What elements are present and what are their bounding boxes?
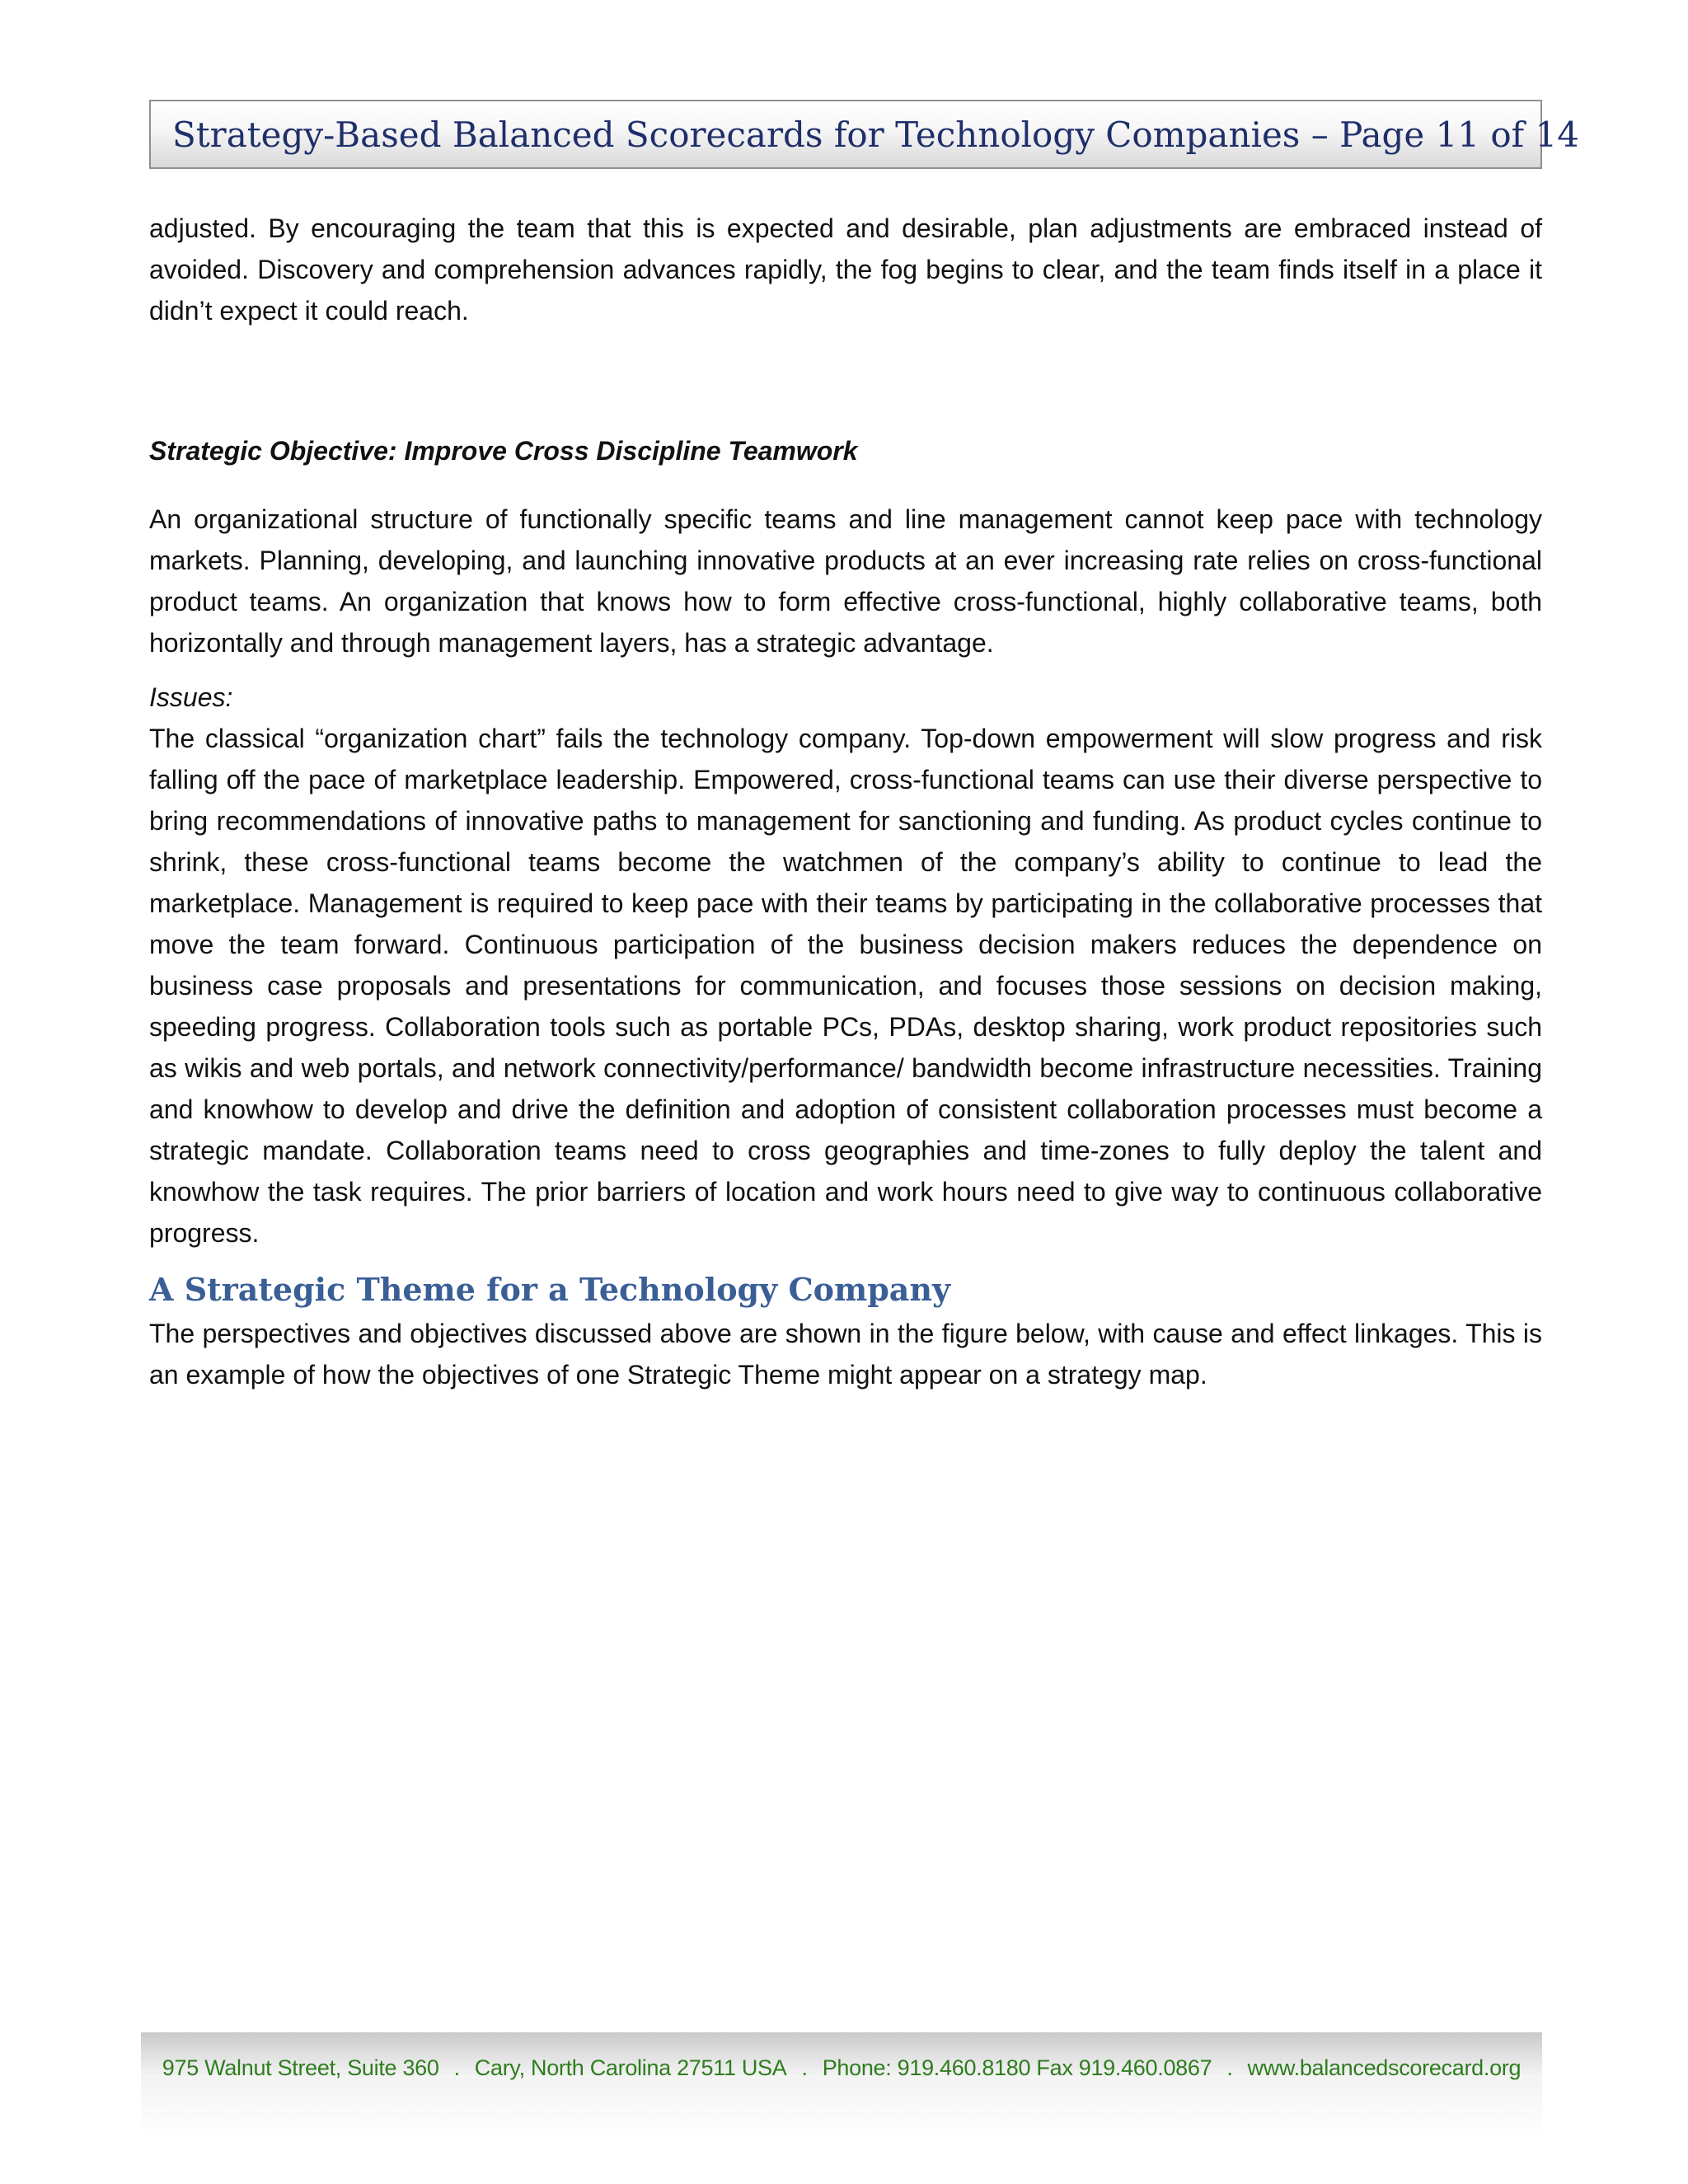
issues-paragraph: The classical “organization chart” fails the technology company. Top-down empowerment will slow progress and risk falling off the pace of marketplace leadership. Empowered, cross-functional teams can use their diverse perspective to bring recommendations of innovative paths to management for sanctioning and funding. As product cycles continue to shrink, these cross-functional teams become the watchmen of the company’s ability to continue to lead the marketplace. Management is required to keep pace with their teams by participating in the collaborative processes that move the team forward. Continuous participation of the business decision makers reduces the dependence on business case proposals and presentations for communication, and focuses those sessions on decision making, speeding progress. Collaboration tools such as portable PCs, PDAs, desktop sharing, work product repositories such as wikis and web portals, and network connectivity/performance/ bandwidth become infrastructure necessities. Training and knowhow to develop and drive the definition and adoption of consistent collaboration processes must become a strategic mandate. Collaboration teams need to cross geographies and time-zones to fully deploy the talent and knowhow the task requires. The prior barriers of location and work hours need to give way to continuous collaborative progress. — [149, 724, 1542, 1248]
issues-label: Issues: — [149, 682, 233, 712]
spacer — [149, 663, 1542, 677]
footer-separator: . — [453, 2055, 460, 2080]
section-heading: A Strategic Theme for a Technology Company — [149, 1271, 951, 1308]
footer-address: 975 Walnut Street, Suite 360 — [162, 2055, 439, 2080]
spacer — [149, 331, 1542, 430]
page-header — [149, 100, 1579, 169]
objective-paragraph: An organizational structure of functionally specific teams and line management cannot keep pace with technology markets. Planning, developing, and launching innovative products at an ever increasing rate relies on cross-functional product teams. An organization that knows how to form effective cross-functional, highly collaborative teams, both horizontally and through management layers, has a strategic advantage. — [149, 504, 1542, 658]
objective-heading: Strategic Objective: Improve Cross Discipline Teamwork — [149, 436, 858, 466]
footer-website-link[interactable]: www.balancedscorecard.org — [1247, 2055, 1522, 2080]
footer-separator: . — [1226, 2055, 1233, 2080]
document-body — [149, 208, 1542, 1395]
page-title: Strategy-Based Balanced Scorecards for Technology Companies – Page 11 of 14 — [172, 114, 1579, 155]
section-paragraph: The perspectives and objectives discussed above are shown in the figure below, with cause and effect linkages. This is an example of how the objectives of one Strategic Theme might appear on a strategy map. — [149, 1319, 1542, 1390]
spacer — [149, 1254, 1542, 1267]
footer-city: Cary, North Carolina 27511 USA — [474, 2055, 787, 2080]
footer-phone: Phone: 919.460.8180 Fax 919.460.0867 — [822, 2055, 1212, 2080]
footer-shadow — [141, 2079, 1542, 2136]
spacer — [149, 471, 1542, 499]
footer-separator: . — [801, 2055, 808, 2080]
intro-paragraph: adjusted. By encouraging the team that this is expected and desirable, plan adjustments are embraced instead of avoided. Discovery and comprehension advances rapidly, the fog begins to clear, and the team finds itself in a place it didn’t expect it could reach. — [149, 213, 1542, 326]
page-footer — [141, 2055, 1542, 2081]
